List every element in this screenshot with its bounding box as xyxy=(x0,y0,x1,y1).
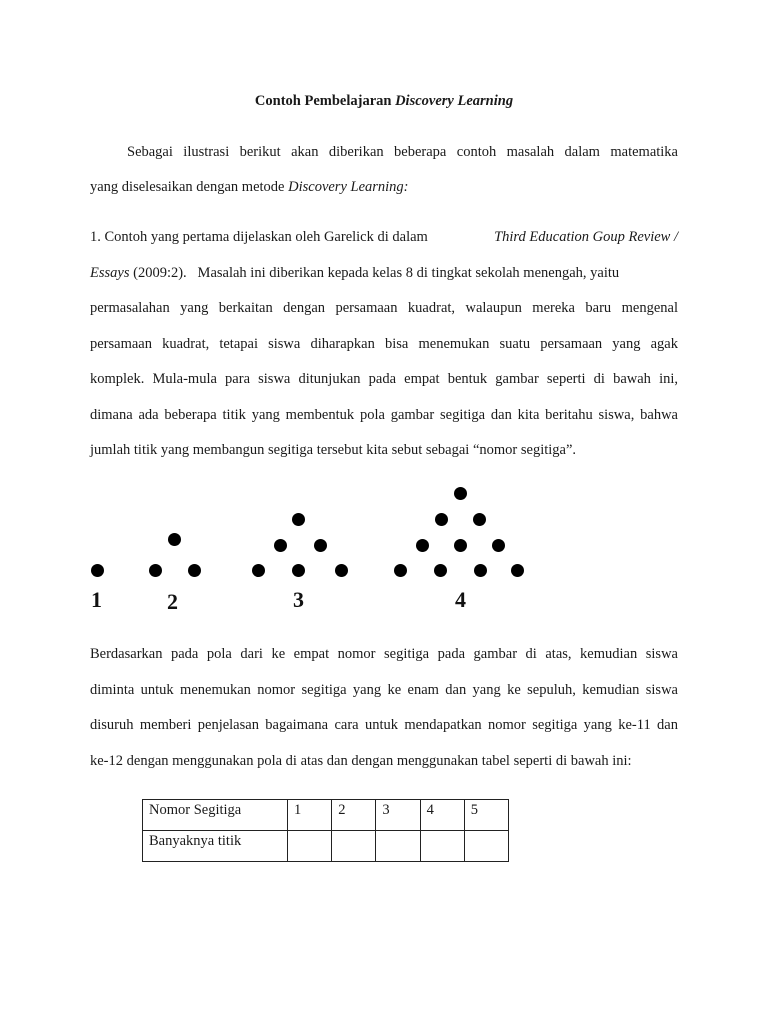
triangle-label-2: 2 xyxy=(167,589,178,614)
para1-line-2 xyxy=(90,264,678,282)
para1-line-1-italic: Third Education Goup Review / xyxy=(494,229,678,245)
triangle-4-dot xyxy=(435,513,448,526)
table-header-cell: Banyaknya titik xyxy=(143,831,288,862)
intro-line-1: Sebagai ilustrasi berikut akan diberikan beberapa contoh masalah dalam matematika xyxy=(127,144,678,160)
triangle-2-dot xyxy=(149,564,162,577)
triangle-3-dot xyxy=(292,513,305,526)
triangle-3-dot xyxy=(335,564,348,577)
triangle-label-1: 1 xyxy=(91,587,102,612)
triangle-label-3: 3 xyxy=(293,587,304,612)
triangle-2-dot xyxy=(188,564,201,577)
para2-line-4: ke-12 dengan menggunakan pola di atas dan dengan menggunakan tabel seperti di bawah ini: xyxy=(90,753,632,769)
intro-line-2-text: yang diselesaikan dengan metode xyxy=(90,179,289,195)
para1-line-6: dimana ada beberapa titik yang membentuk pola gambar segitiga dan kita beritahu siswa, bahwa xyxy=(90,407,678,423)
triangle-3-dot xyxy=(314,539,327,552)
table-row xyxy=(143,800,509,831)
intro-line-2 xyxy=(90,178,678,196)
para1-line-5: komplek. Mula-mula para siswa ditunjukan pada empat bentuk gambar seperti di bawah ini, xyxy=(90,371,678,387)
para1-line-2-text: (2009:2). Masalah ini diberikan kepada kelas 8 di tingkat sekolah menengah, yaitu xyxy=(129,265,620,281)
table-cell: 5 xyxy=(464,800,508,831)
para2-line-2: diminta untuk menemukan nomor segitiga yang ke enam dan yang ke sepuluh, kemudian siswa xyxy=(90,682,678,698)
intro-line-2-italic: Discovery Learning: xyxy=(288,179,409,195)
table-cell: 3 xyxy=(376,800,420,831)
title-italic: Discovery Learning xyxy=(395,93,514,109)
table-cell: 4 xyxy=(420,800,464,831)
title-main: Contoh Pembelajaran xyxy=(254,93,396,109)
table-cell: 1 xyxy=(288,800,332,831)
table-cell xyxy=(332,831,376,862)
table-cell xyxy=(376,831,420,862)
triangle-4-dot xyxy=(492,539,505,552)
triangle-4-dot xyxy=(416,539,429,552)
triangle-4-dot xyxy=(394,564,407,577)
para1-line-7: jumlah titik yang membangun segitiga tersebut kita sebut sebagai “nomor segitiga”. xyxy=(90,442,577,458)
triangle-4-dot xyxy=(511,564,524,577)
triangle-1-dot xyxy=(91,564,104,577)
table-cell xyxy=(420,831,464,862)
page-title xyxy=(0,93,768,110)
triangle-3-dot xyxy=(252,564,265,577)
table-row xyxy=(143,831,509,862)
para1-line-1 xyxy=(90,228,678,246)
triangle-4-dot xyxy=(473,513,486,526)
table-cell xyxy=(464,831,508,862)
triangle-4-dot xyxy=(434,564,447,577)
triangle-3-dot xyxy=(292,564,305,577)
para1-line-3: permasalahan yang berkaitan dengan persamaan kuadrat, walaupun mereka baru mengenal xyxy=(90,300,678,316)
triangle-label-4: 4 xyxy=(455,587,466,612)
triangle-4-dot xyxy=(454,487,467,500)
triangle-4-dot xyxy=(474,564,487,577)
triangle-3-dot xyxy=(274,539,287,552)
para1-line-4: persamaan kuadrat, tetapai siswa diharapkan bisa menemukan suatu persamaan yang agak xyxy=(90,336,678,352)
triangle-4-dot xyxy=(454,539,467,552)
para1-line-1-text: 1. Contoh yang pertama dijelaskan oleh Garelick di dalam xyxy=(90,229,428,245)
para2-line-3: disuruh memberi penjelasan bagaimana cara untuk mendapatkan nomor segitiga yang ke-11 dan xyxy=(90,717,678,733)
para1-line-2-italic: Essays xyxy=(90,265,130,281)
table-header-cell: Nomor Segitiga xyxy=(143,800,288,831)
triangle-number-table xyxy=(142,799,509,862)
para2-line-1: Berdasarkan pada pola dari ke empat nomor segitiga pada gambar di atas, kemudian siswa xyxy=(90,646,678,662)
table-cell: 2 xyxy=(332,800,376,831)
triangle-2-dot xyxy=(168,533,181,546)
table-cell xyxy=(288,831,332,862)
